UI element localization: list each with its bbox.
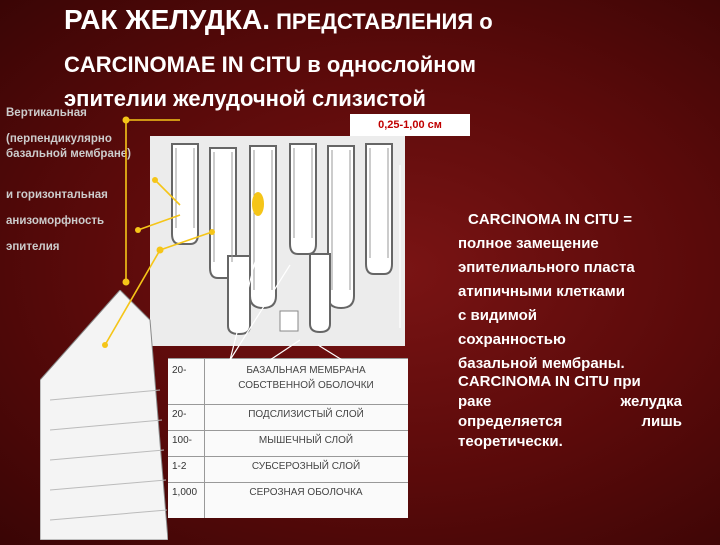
tissue-section-sketch [40,290,168,540]
layer-text: СЕРОЗНАЯ ОБОЛОЧКА [249,487,363,498]
definition-line-3: эпителиального пласта [458,259,635,276]
layer-text: МЫШЕЧНЫЙ СЛОЙ [258,435,354,446]
slide-title [64,4,493,36]
conclusion-line-2: раке желудка [458,393,682,410]
title-line-3: эпителии желудочной слизистой [64,86,426,111]
layer-index: 100- [172,435,193,446]
label-perpendicular: (перпендикулярно базальной мембране) [6,133,132,160]
layer-row [168,482,408,519]
title-main: РАК ЖЕЛУДКА. [64,4,270,35]
layer-table [168,358,408,518]
conclusion-line-3: определяется лишь [458,413,682,430]
definition-line-7: базальной мембраны. [458,355,625,372]
definition-block [458,208,635,376]
label-horizontal: и горизонтальная [6,189,108,201]
title-line-2: CARCINOMAE IN CITU в однослойном [64,52,476,77]
layer-text: БАЗАЛЬНАЯ МЕМБРАНА [246,365,366,376]
definition-line-5: с видимой [458,307,537,324]
title-rest: ПРЕДСТАВЛЕНИЯ о [269,9,493,34]
label-anisomorphism: анизоморфность [6,215,105,227]
label-vertical: Вертикальная [6,107,87,119]
layer-text: ПОДСЛИЗИСТЫЙ СЛОЙ [248,409,364,420]
layer-text: СОБСТВЕННОЙ ОБОЛОЧКИ [238,380,374,391]
layer-index: 1-2 [172,461,187,472]
layer-index: 20- [172,365,187,376]
scale-label: 0,25-1,00 см [350,114,470,136]
layer-index: 1,000 [172,487,198,498]
gastric-pits-illustration [150,136,405,346]
layer-row [168,378,408,404]
definition-line-4: атипичными клетками [458,283,625,300]
definition-line-2: полное замещение [458,235,599,252]
layer-row [168,456,408,483]
layer-row [168,404,408,431]
definition-line-6: сохранностью [458,331,566,348]
conclusion-line-4: теоретически. [458,433,563,450]
label-epithelium: эпителия [6,241,60,253]
conclusion-line-1: CARCINOMA IN CITU при [458,373,641,390]
layer-index: 20- [172,409,187,420]
definition-line-1: CARCINOMA IN CITU = [468,211,633,228]
conclusion-block [458,372,682,452]
layer-row [168,430,408,457]
layer-text: СУБСЕРОЗНЫЙ СЛОЙ [251,461,361,472]
